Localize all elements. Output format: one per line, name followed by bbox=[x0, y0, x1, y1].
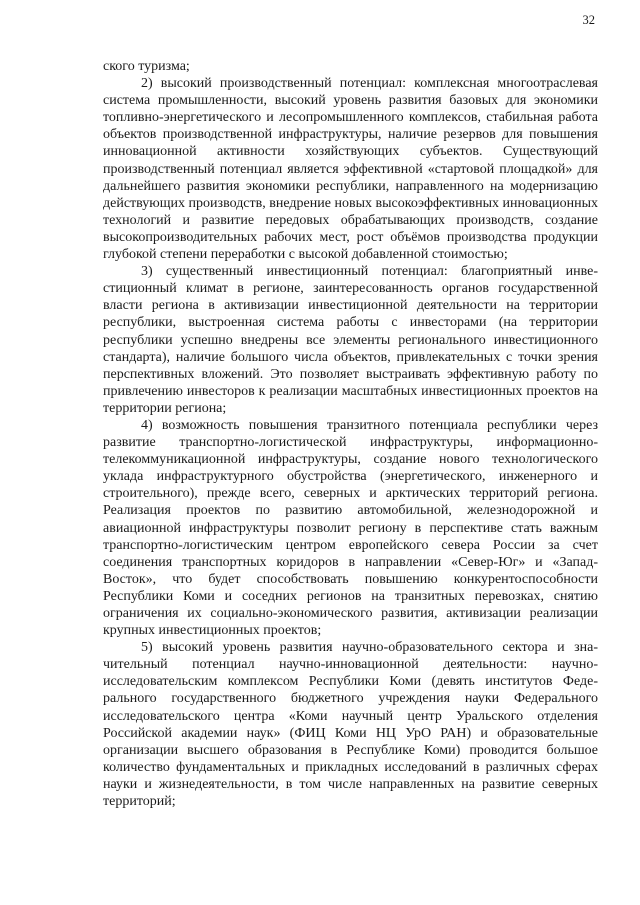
page-number: 32 bbox=[582, 13, 595, 27]
document-body bbox=[103, 58, 598, 810]
paragraph-science-education: 5) высокий уровень развития научно-образовательного сектора и значительный потенциал научно-инновационной деятельности: научно-исследовательским комплексом Республики Коми (девять институтов Федерального государственного бюджетного учреждения науки Федерального исследовательского центра «Коми научный центр Уральского отделения Российской академии наук» (ФИЦ Коми НЦ УрО РАН) и образовательные организации высшего образования в Республике Коми) проводится большое количество фундаментальных и прикладных исследований в различных сферах науки и жизнедеятельности, в том числе направленных на развитие северных территорий; bbox=[103, 640, 598, 810]
paragraph-production-potential: 2) высокий производственный потенциал: комплексная многоотраслевая система промышленности, высокий уровень развития базовых для экономики топливно-энергетического и лесопромышленного комплексов, стабильная работа объектов производственной инфраструктуры, наличие резервов для повышения инновационной активности хозяйствующих субъектов. Существующий производственный потенциал является эффективной «стартовой площадкой» для дальнейшего развития экономики республики, направленного на модернизацию действующих производств, внедрение новых высокоэффективных инновационных технологий и развитие передовых обрабатывающих производств, создание высокопроизводительных рабочих мест, рост объёмов производства продукции глубокой степени переработки с высокой добавленной стоимостью; bbox=[103, 76, 598, 263]
paragraph-tourism-end: ского туризма; bbox=[103, 59, 190, 74]
paragraph-transit-potential: 4) возможность повышения транзитного потенциала республики через развитие транспортно-логистической инфраструктуры, информационно-телекоммуникационной инфраструктуры, создание нового технологического уклада инфраструктурного обустройства (энергетического, инженерного и строительного), прежде всего, северных и арктических территорий региона. Реализация проектов по развитию автомобильной, железнодорожной и авиационной инфраструктуры позволит региону в перспективе стать важным транспортно-логистическим центром европейского севера России за счет соединения транспортных коридоров в направлении «Север-Юг» и «Запад-Восток», что будет способствовать повышению конкурентоспособности Республики Коми и соседних регионов на транзитных перевозках, снятию ограничения их социально-экономического развития, активизации реализации крупных инвестиционных проектов; bbox=[103, 417, 598, 639]
paragraph-investment-potential: 3) существенный инвестиционный потенциал: благоприятный инвестиционный климат в регионе, заинтересованность органов государственной власти региона в активизации инвестиционной деятельности на территории республики, выстроенная система работы с инвесторами (на территории республики успешно внедрены все элементы регионального инвестиционного стандарта), наличие большого числа объектов, привлекательных с точки зрения перспективных вложений. Это позволяет выстраивать эффективную работу по привлечению инвесторов к реализации масштабных инвестиционных проектов на территории региона; bbox=[103, 264, 598, 416]
